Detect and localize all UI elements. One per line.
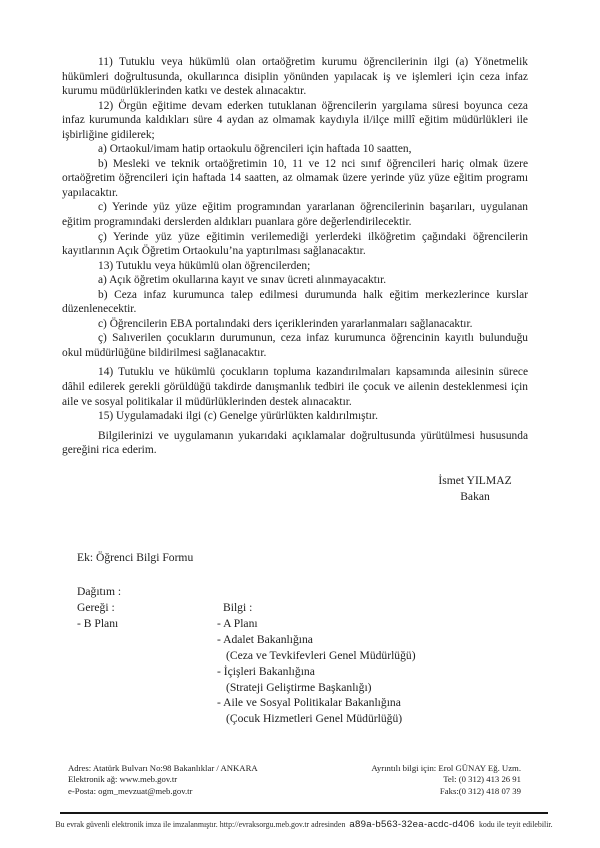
footer-address-line: Adres: Atatürk Bulvarı No:98 Bakanlıklar / ANKARA xyxy=(68,763,258,773)
paragraph: 15) Uygulamadaki ilgi (c) Genelge yürürlükten kaldırılmıştır. xyxy=(98,410,378,423)
distribution-right-column xyxy=(217,600,416,727)
paragraph: 12) Örgün eğitime devam ederken tutuklanan öğrencilerin yargılama süresi boyunca ceza infaz kurumunda kaldıkları süre 4 aydan az olmamak kaydıyla il/ilçe millî eğitim müdürlükleri ile işbirliğine gidilerek; xyxy=(62,99,528,141)
distribution-bilgi-header: Bilgi : xyxy=(223,601,253,614)
paragraph: 14) Tutuklu ve hükümlü çocukların topluma kazandırılmaları kapsamında ailesinin sürece dâhil edilerek gerekli görüldüğü takdirde danışmanlık tedbiri ile çocuk ve ailenin desteklenmesi için aile ve sosyal politikalar il müdürlüklerinden destek alınacaktır. xyxy=(62,366,528,408)
signature-block xyxy=(392,473,558,505)
verification-line xyxy=(55,819,553,830)
distribution-item: - B Planı xyxy=(77,617,119,631)
distribution-item: - A Planı xyxy=(217,616,258,630)
attachment-note: Ek: Öğrenci Bilgi Formu xyxy=(77,551,194,564)
paragraph: c) Yerinde yüz yüze eğitim programından yararlanan öğrencilerinin başarıları, uygulanan eğitim programındaki derslerden aldıkları puanlara göre değerlendirilecektir. xyxy=(62,201,528,229)
footer-contact-line: Faks:(0 312) 418 07 39 xyxy=(439,785,521,796)
footer-contact-block xyxy=(371,763,521,797)
distribution-item-detail: (Strateji Geliştirme Başkanlığı) xyxy=(226,680,372,694)
distribution-item: - Aile ve Sosyal Politikalar Bakanlığına xyxy=(217,696,401,710)
verification-prefix: Bu evrak güvenli elektronik imza ile imzalanmıştır. http://evraksorgu.meb.gov.tr adresinden xyxy=(55,820,346,829)
paragraph: b) Mesleki ve teknik ortaöğretimin 10, 11 ve 12 nci sınıf öğrencileri hariç olmak üzere ortaöğretim öğrencileri için haftada 14 saatten, az olmamak üzere yerinde yüz yüze eğitim programı yapılacaktır. xyxy=(62,157,528,199)
footer-contact-line: Ayrıntılı bilgi için: Erol GÜNAY Eğ. Uzm. xyxy=(371,763,521,773)
verification-suffix: kodu ile teyit edilebilir. xyxy=(478,820,553,829)
paragraph: 13) Tutuklu veya hükümlü olan öğrencilerden; xyxy=(98,259,311,272)
letter-body xyxy=(62,55,528,458)
signature-title: Bakan xyxy=(460,490,490,503)
distribution-heading: Dağıtım : xyxy=(77,585,122,598)
closing-paragraph: Bilgilerinizi ve uygulamanın yukarıdaki açıklamalar doğrultusunda yürütülmesi hususunda gereğini rica ederim. xyxy=(62,429,528,457)
distribution-item: - Adalet Bakanlığına xyxy=(217,632,313,646)
distribution-item-detail: (Ceza ve Tevkifevleri Genel Müdürlüğü) xyxy=(226,648,416,662)
footer-address-line: Elektronik ağ: www.meb.gov.tr xyxy=(68,774,178,785)
footer-contact-line: Tel: (0 312) 413 26 91 xyxy=(443,774,521,785)
separator-rule xyxy=(60,812,548,814)
paragraph: b) Ceza infaz kurumunca talep edilmesi durumunda halk eğitim merkezlerince kurslar düzenlenecektir. xyxy=(62,288,528,316)
paragraph: ç) Yerinde yüz yüze eğitimin verilemediği yerlerdeki ilköğretim çağındaki öğrencilerin kayıtlarının Açık Öğretim Ortaokulu’na yaptırılması sağlanacaktır. xyxy=(62,230,528,258)
distribution-item: - İçişleri Bakanlığına xyxy=(217,664,315,678)
paragraph: 11) Tutuklu veya hükümlü olan ortaöğretim kurumu öğrencilerinin ilgi (a) Yönetmelik hükümleri doğrultusunda, okullarınca disiplin yönünden yapılacak iş ve işlemleri için ceza infaz kurumu müdürlüklerinden katkı ve destek alınacaktır. xyxy=(62,56,528,98)
distribution-geregi-header: Gereği : xyxy=(77,601,115,615)
distribution-left-column xyxy=(77,584,121,633)
paragraph: c) Öğrencilerin EBA portalındaki ders içeriklerinden yararlanmaları sağlanacaktır. xyxy=(98,317,473,330)
footer-address-line: e-Posta: ogm_mevzuat@meb.gov.tr xyxy=(68,785,193,796)
signature-name: İsmet YILMAZ xyxy=(438,474,512,487)
distribution-item-detail: (Çocuk Hizmetleri Genel Müdürlüğü) xyxy=(226,712,403,726)
paragraph: ç) Salıverilen çocukların durumunun, ceza infaz kurumunca öğrencinin kayıtlı bulunduğu okul müdürlüğüne bildirilmesi sağlanacaktır. xyxy=(62,332,528,359)
footer-address-block xyxy=(68,763,258,797)
paragraph: a) Açık öğretim okullarına kayıt ve sınav ücreti alınmayacaktır. xyxy=(98,274,387,287)
paragraph: a) Ortaokul/imam hatip ortaokulu öğrencileri için haftada 10 saatten, xyxy=(98,143,412,156)
verification-code: a89a-b563-32ea-acdc-d406 xyxy=(349,819,475,830)
